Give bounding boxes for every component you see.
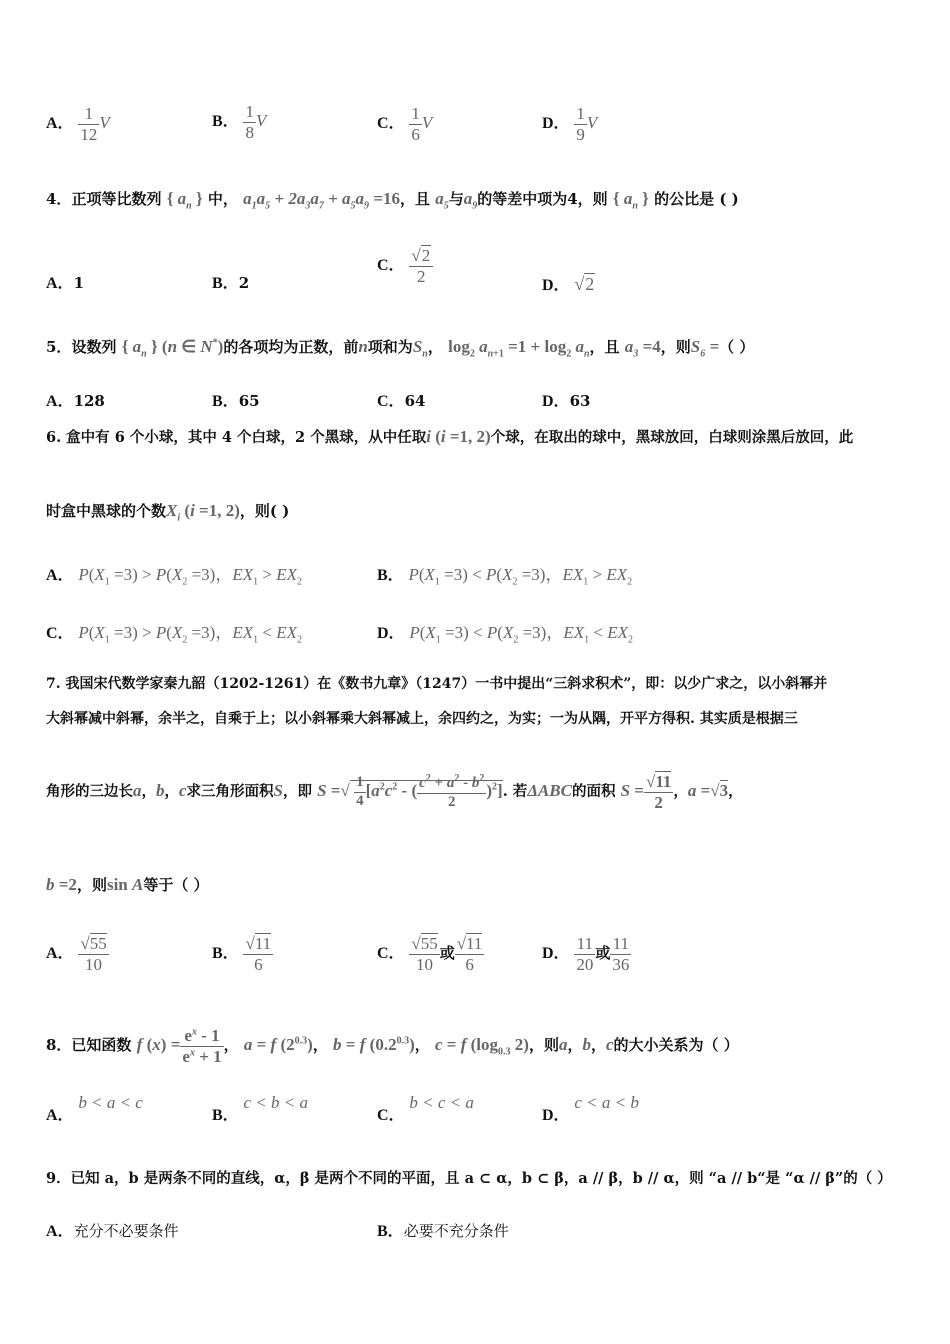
- question-5: 5．设数列 { $a_n$ } (n ∈ N*)的各项均为正数，前n项和为$S_n$， $\log_2 a_{n+1} =1 + \log_2 a_n$，且 $a_3 =4$，则$S_6$ =（ ）: [46, 337, 755, 360]
- question-6-line-1: 6. 盒中有 6 个小球，其中 4 个白球，2 个黑球，从中任取i (i =1, 2)个球，在取出的球中，黑球放回，白球则涂黑后放回，此: [46, 427, 854, 446]
- question-7-line-3: 角形的三边长a，b，c求三角形面积S，即 S =√ $\frac{1}{4}$ [$a^2c^2$ - ( $\frac{c^2 + a^2 - b^2}{2}$ )$^2$]. 若ΔABC的面积 S = $\frac{√11}{2}$ ，a =√3，: [46, 772, 743, 812]
- q9-option-a: A．充分不必要条件: [46, 1222, 179, 1240]
- question-9: 9．已知 a，b 是两条不同的直线，α，β 是两个不同的平面，且 a ⊂ α，b ⊂ β，a // β，b // α，则 “a // b“是 “α // β”的（ ）: [46, 1170, 892, 1187]
- q3-option-b: B． $\frac{1}{8}$ V: [212, 102, 267, 142]
- question-8: 8．已知函数 f (x) = $\frac{e^x - 1}{e^x + 1}$ ， a = f $(2^{0.3})$， b = f $(0.2^{0.3})$， c = f ($\log_{0.3}$ 2)，则a，b，c的大小关系为（ ）: [46, 1026, 739, 1066]
- q3-option-d: D． $\frac{1}{9}$ V: [542, 104, 598, 144]
- q8-option-b: B． c < b < a: [212, 1093, 308, 1124]
- q6-option-a: A． $P(X_1 =3) > P(X_2 =3)$，$EX_1 > EX_2$: [46, 565, 302, 588]
- q6-option-c: C． $P(X_1 =3) > P(X_2 =3)$，$EX_1 < EX_2$: [46, 623, 302, 646]
- q4-option-d: D． √2: [542, 274, 595, 294]
- question-6-line-2: 时盒中黑球的个数$X_i$ (i =1, 2)，则( ): [46, 501, 290, 524]
- q5-option-b: B．65: [212, 392, 260, 410]
- q7-option-a: A． $\frac{√55}{10}$: [46, 934, 107, 974]
- q5-option-a: A．128: [46, 392, 105, 410]
- q4-option-a: A．1: [46, 274, 84, 292]
- q7-option-b: B． $\frac{√11}{6}$: [212, 934, 272, 974]
- question-7-line-2: 大斜幂减中斜幂，余半之，自乘于上；以小斜幂乘大斜幂减上，余四约之，为实；一为从隅，开平方得积. 其实质是根据三: [46, 711, 798, 727]
- q3-option-a: A． $\frac{1}{12}$ V: [46, 104, 110, 144]
- question-4: 4．正项等比数列 { $a_n$ } 中， $a_1a_5 + 2a_3a_7 + a_5a_9 =16$，且 $a_5$与$a_9$的等差中项为4，则 { $a_n$ } 的公比是 ( ): [46, 189, 739, 212]
- q8-option-d: D． c < a < b: [542, 1093, 639, 1124]
- question-7-line-1: 7. 我国宋代数学家秦九韶（1202-1261）在《数书九章》（1247）一书中提出“三斜求积术”，即：以少广求之，以小斜幂并: [46, 676, 828, 692]
- q3-option-c: C． $\frac{1}{6}$ V: [377, 104, 433, 144]
- q7-option-c: C． $\frac{√55}{10}$ 或 $\frac{√11}{6}$: [377, 934, 483, 974]
- q6-option-b: B． $P(X_1 =3) < P(X_2 =3)$，$EX_1 > EX_2$: [377, 565, 633, 588]
- q8-option-c: C． b < c < a: [377, 1093, 474, 1124]
- q4-option-b: B．2: [212, 274, 250, 292]
- q4-option-c: C． $\frac{√2}{2}$: [377, 246, 433, 286]
- q9-option-b: B．必要不充分条件: [377, 1222, 509, 1240]
- q8-option-a: A． b < a < c: [46, 1093, 143, 1124]
- q7-option-d: D． $\frac{11}{20}$ 或 $\frac{11}{36}$: [542, 934, 630, 974]
- q6-option-d: D． $P(X_1 =3) < P(X_2 =3)$，$EX_1 < EX_2$: [377, 623, 633, 646]
- question-7-line-4: b =2，则sin A等于（ ）: [46, 875, 209, 894]
- q5-option-d: D．63: [542, 392, 591, 410]
- q5-option-c: C．64: [377, 392, 426, 410]
